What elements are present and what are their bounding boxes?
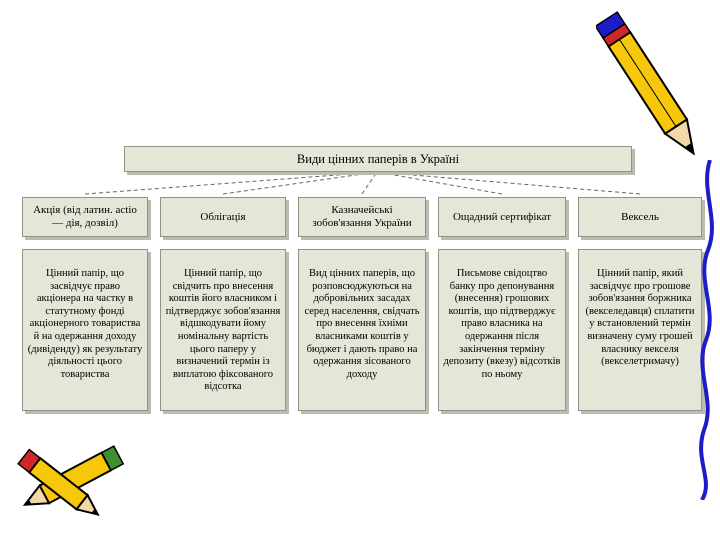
- type-box-share: Акція (від латин. actio — дія, дозвіл): [22, 197, 148, 237]
- type-box-bond: Облігація: [160, 197, 286, 237]
- type-box-treasury: Казначейські зобов'язання України: [298, 197, 426, 237]
- type-box-bill: Вексель: [578, 197, 702, 237]
- description-bill: Цінний папір, який засвідчує про грошове зобов'язання боржника (векселедавця) сплатити у встановлений термін визначену суму грошей власнику векселя (векселетримачу): [578, 249, 702, 411]
- pencil-icon-bottom-left-red: [0, 430, 120, 540]
- description-treasury: Вид цінних паперів, що розповсюджуються на добровільних засадах серед населення, свідчать про внесення їхніми власниками коштів у бюджет і дають право на одержання зісованого доходу: [298, 249, 426, 411]
- diagram-title: Види цінних паперів в Україні: [124, 146, 632, 172]
- description-savings-certificate: Письмове свідоцтво банку про депонування (внесення) грошових коштів, що підтверджує право власника на одержання після закінчення терміну депозиту (вкезу) відсотків по ньому: [438, 249, 566, 411]
- wavy-border-decoration: [680, 160, 720, 500]
- description-bond: Цінний папір, що свідчить про внесення коштів його власником і підтверджує зобов'язання відшкодувати йому номінальну вартість цього паперу у визначений термін із виплатою фіксованого відсотка: [160, 249, 286, 411]
- description-share: Цінний папір, що засвідчує право акціонера на частку в статутному фонді акціонерного товариства й на одержання доходу (дивіденду) як результату діяльності цього товариства: [22, 249, 148, 411]
- pencil-icon-top-right: [596, 0, 706, 175]
- type-box-savings-certificate: Ощадний сертифікат: [438, 197, 566, 237]
